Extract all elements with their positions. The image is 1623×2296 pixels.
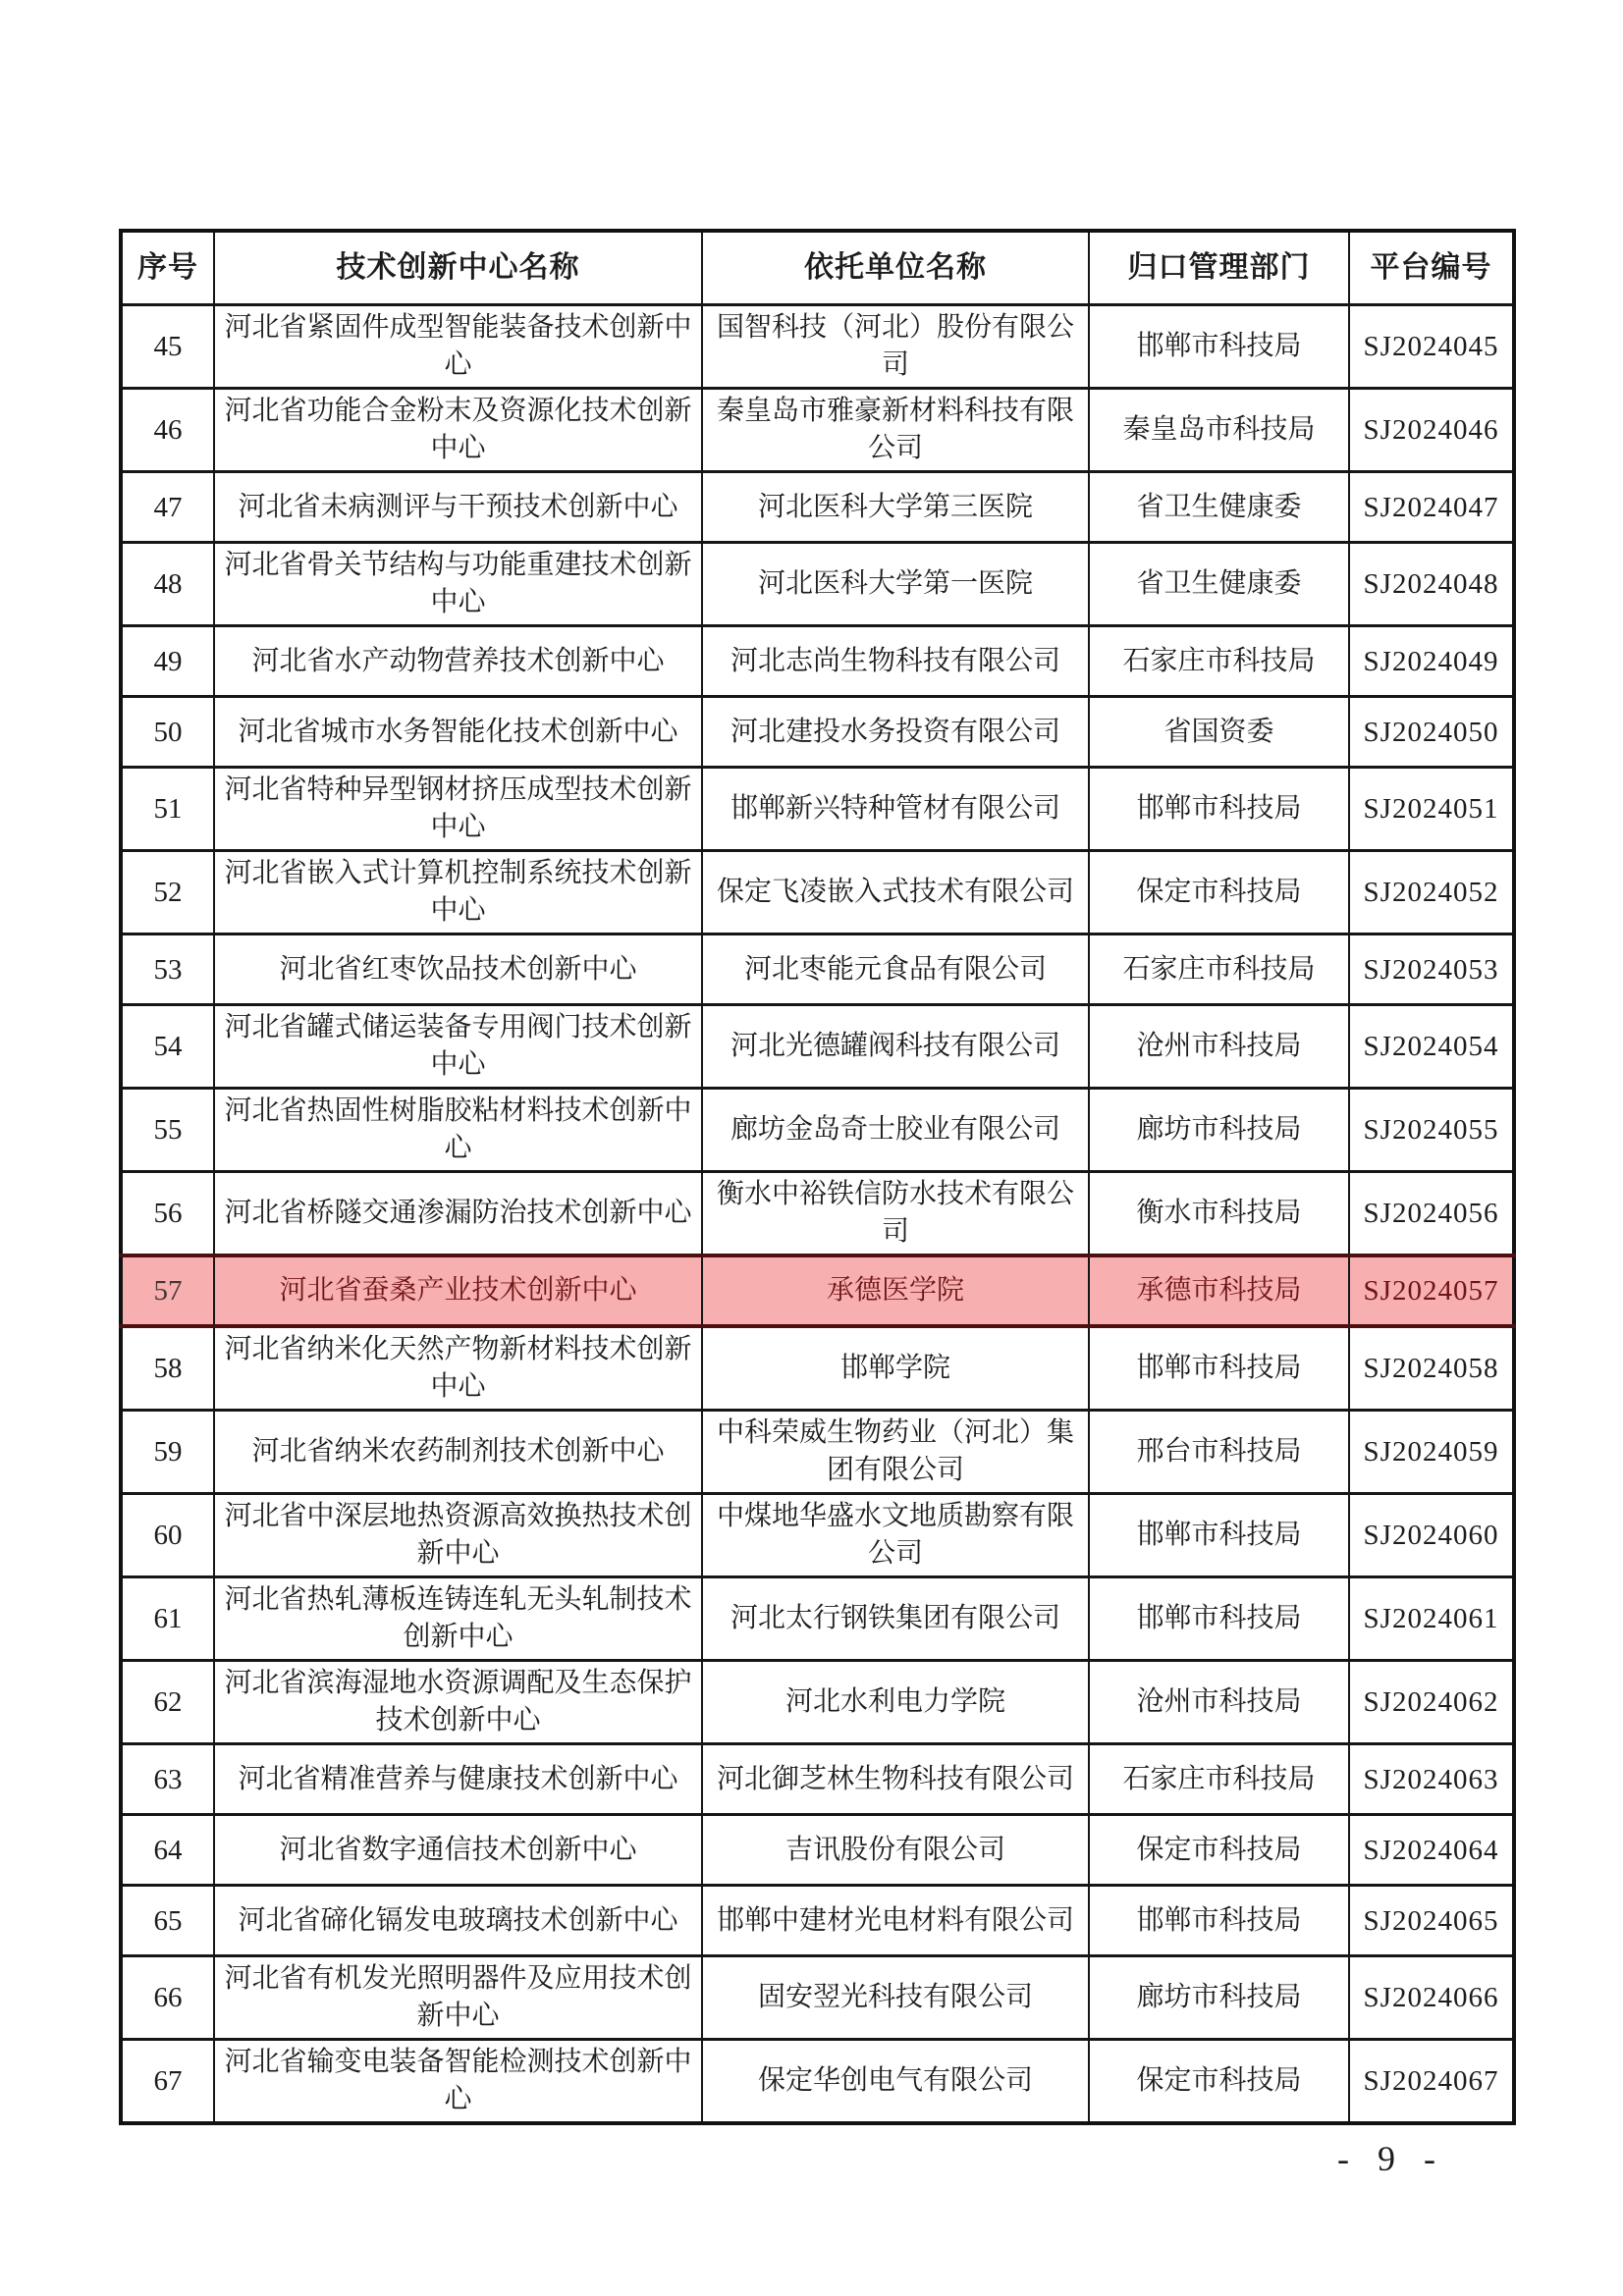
column-header-platform-code: 平台编号 bbox=[1349, 231, 1514, 305]
column-header-managing-dept: 归口管理部门 bbox=[1089, 231, 1349, 305]
column-header-center-name: 技术创新中心名称 bbox=[214, 231, 702, 305]
center-name-cell: 河北省特种异型钢材挤压成型技术创新中心 bbox=[214, 768, 702, 851]
center-name-cell: 河北省红枣饮品技术创新中心 bbox=[214, 934, 702, 1005]
platform-code-cell: SJ2024045 bbox=[1349, 305, 1514, 389]
table-row bbox=[121, 1255, 1514, 1326]
table-row bbox=[121, 851, 1514, 934]
platform-code-cell: SJ2024062 bbox=[1349, 1661, 1514, 1744]
row-no-cell: 46 bbox=[121, 389, 214, 472]
center-name-cell: 河北省输变电装备智能检测技术创新中心 bbox=[214, 2040, 702, 2124]
center-name-cell: 河北省水产动物营养技术创新中心 bbox=[214, 626, 702, 697]
supporting-org-cell: 秦皇岛市雅豪新材料科技有限公司 bbox=[702, 389, 1089, 472]
supporting-org-cell: 河北枣能元食品有限公司 bbox=[702, 934, 1089, 1005]
column-header-supporting-org: 依托单位名称 bbox=[702, 231, 1089, 305]
row-no-cell: 64 bbox=[121, 1815, 214, 1886]
platform-code-cell: SJ2024064 bbox=[1349, 1815, 1514, 1886]
innovation-centers-table bbox=[119, 229, 1516, 2125]
row-no-cell: 48 bbox=[121, 543, 214, 626]
managing-dept-cell: 秦皇岛市科技局 bbox=[1089, 389, 1349, 472]
row-no-cell: 53 bbox=[121, 934, 214, 1005]
supporting-org-cell: 中煤地华盛水文地质勘察有限公司 bbox=[702, 1494, 1089, 1577]
center-name-cell: 河北省数字通信技术创新中心 bbox=[214, 1815, 702, 1886]
center-name-cell: 河北省精准营养与健康技术创新中心 bbox=[214, 1744, 702, 1815]
center-name-cell: 河北省滨海湿地水资源调配及生态保护技术创新中心 bbox=[214, 1661, 702, 1744]
supporting-org-cell: 邯郸新兴特种管材有限公司 bbox=[702, 768, 1089, 851]
managing-dept-cell: 石家庄市科技局 bbox=[1089, 1744, 1349, 1815]
platform-code-cell: SJ2024056 bbox=[1349, 1172, 1514, 1256]
supporting-org-cell: 保定华创电气有限公司 bbox=[702, 2040, 1089, 2124]
center-name-cell: 河北省纳米农药制剂技术创新中心 bbox=[214, 1411, 702, 1494]
table-row bbox=[121, 697, 1514, 768]
supporting-org-cell: 河北御芝林生物科技有限公司 bbox=[702, 1744, 1089, 1815]
managing-dept-cell: 廊坊市科技局 bbox=[1089, 1089, 1349, 1172]
row-no-cell: 49 bbox=[121, 626, 214, 697]
center-name-cell: 河北省纳米化天然产物新材料技术创新中心 bbox=[214, 1326, 702, 1411]
row-no-cell: 58 bbox=[121, 1326, 214, 1411]
platform-code-cell: SJ2024053 bbox=[1349, 934, 1514, 1005]
managing-dept-cell: 石家庄市科技局 bbox=[1089, 934, 1349, 1005]
row-no-cell: 55 bbox=[121, 1089, 214, 1172]
managing-dept-cell: 邯郸市科技局 bbox=[1089, 768, 1349, 851]
center-name-cell: 河北省热轧薄板连铸连轧无头轧制技术创新中心 bbox=[214, 1577, 702, 1661]
platform-code-cell: SJ2024063 bbox=[1349, 1744, 1514, 1815]
table-row bbox=[121, 1815, 1514, 1886]
table-row bbox=[121, 305, 1514, 389]
managing-dept-cell: 保定市科技局 bbox=[1089, 851, 1349, 934]
center-name-cell: 河北省骨关节结构与功能重建技术创新中心 bbox=[214, 543, 702, 626]
table-row bbox=[121, 1005, 1514, 1089]
table-row bbox=[121, 1661, 1514, 1744]
page-number: - 9 - bbox=[1337, 2139, 1445, 2178]
table-row bbox=[121, 1886, 1514, 1956]
row-no-cell: 66 bbox=[121, 1956, 214, 2040]
center-name-cell: 河北省有机发光照明器件及应用技术创新中心 bbox=[214, 1956, 702, 2040]
supporting-org-cell: 河北光德罐阀科技有限公司 bbox=[702, 1005, 1089, 1089]
managing-dept-cell: 邯郸市科技局 bbox=[1089, 1886, 1349, 1956]
platform-code-cell: SJ2024067 bbox=[1349, 2040, 1514, 2124]
platform-code-cell: SJ2024048 bbox=[1349, 543, 1514, 626]
supporting-org-cell: 邯郸学院 bbox=[702, 1326, 1089, 1411]
managing-dept-cell: 省卫生健康委 bbox=[1089, 543, 1349, 626]
supporting-org-cell: 承德医学院 bbox=[702, 1255, 1089, 1326]
platform-code-cell: SJ2024047 bbox=[1349, 472, 1514, 543]
row-no-cell: 51 bbox=[121, 768, 214, 851]
supporting-org-cell: 河北建投水务投资有限公司 bbox=[702, 697, 1089, 768]
center-name-cell: 河北省功能合金粉末及资源化技术创新中心 bbox=[214, 389, 702, 472]
table-row bbox=[121, 1411, 1514, 1494]
managing-dept-cell: 邯郸市科技局 bbox=[1089, 1326, 1349, 1411]
center-name-cell: 河北省城市水务智能化技术创新中心 bbox=[214, 697, 702, 768]
table-row bbox=[121, 472, 1514, 543]
row-no-cell: 63 bbox=[121, 1744, 214, 1815]
table-row bbox=[121, 1326, 1514, 1411]
managing-dept-cell: 沧州市科技局 bbox=[1089, 1005, 1349, 1089]
row-no-cell: 67 bbox=[121, 2040, 214, 2124]
innovation-centers-table-wrap bbox=[119, 229, 1512, 2125]
column-header-serial-number: 序号 bbox=[121, 231, 214, 305]
supporting-org-cell: 河北医科大学第三医院 bbox=[702, 472, 1089, 543]
table-body bbox=[121, 305, 1514, 2124]
table-row bbox=[121, 2040, 1514, 2124]
row-no-cell: 45 bbox=[121, 305, 214, 389]
platform-code-cell: SJ2024065 bbox=[1349, 1886, 1514, 1956]
supporting-org-cell: 邯郸中建材光电材料有限公司 bbox=[702, 1886, 1089, 1956]
center-name-cell: 河北省未病测评与干预技术创新中心 bbox=[214, 472, 702, 543]
supporting-org-cell: 固安翌光科技有限公司 bbox=[702, 1956, 1089, 2040]
table-row bbox=[121, 1577, 1514, 1661]
platform-code-cell: SJ2024055 bbox=[1349, 1089, 1514, 1172]
supporting-org-cell: 河北志尚生物科技有限公司 bbox=[702, 626, 1089, 697]
managing-dept-cell: 省国资委 bbox=[1089, 697, 1349, 768]
table-row bbox=[121, 1172, 1514, 1256]
table-row bbox=[121, 626, 1514, 697]
row-no-cell: 59 bbox=[121, 1411, 214, 1494]
supporting-org-cell: 河北水利电力学院 bbox=[702, 1661, 1089, 1744]
row-no-cell: 60 bbox=[121, 1494, 214, 1577]
table-row bbox=[121, 934, 1514, 1005]
center-name-cell: 河北省罐式储运装备专用阀门技术创新中心 bbox=[214, 1005, 702, 1089]
managing-dept-cell: 廊坊市科技局 bbox=[1089, 1956, 1349, 2040]
table-row bbox=[121, 1956, 1514, 2040]
row-no-cell: 50 bbox=[121, 697, 214, 768]
managing-dept-cell: 邯郸市科技局 bbox=[1089, 1577, 1349, 1661]
center-name-cell: 河北省碲化镉发电玻璃技术创新中心 bbox=[214, 1886, 702, 1956]
row-no-cell: 62 bbox=[121, 1661, 214, 1744]
platform-code-cell: SJ2024057 bbox=[1349, 1255, 1514, 1326]
managing-dept-cell: 沧州市科技局 bbox=[1089, 1661, 1349, 1744]
table-row bbox=[121, 1494, 1514, 1577]
row-no-cell: 52 bbox=[121, 851, 214, 934]
row-no-cell: 47 bbox=[121, 472, 214, 543]
platform-code-cell: SJ2024051 bbox=[1349, 768, 1514, 851]
managing-dept-cell: 邢台市科技局 bbox=[1089, 1411, 1349, 1494]
table-row bbox=[121, 768, 1514, 851]
center-name-cell: 河北省桥隧交通渗漏防治技术创新中心 bbox=[214, 1172, 702, 1256]
center-name-cell: 河北省蚕桑产业技术创新中心 bbox=[214, 1255, 702, 1326]
center-name-cell: 河北省嵌入式计算机控制系统技术创新中心 bbox=[214, 851, 702, 934]
supporting-org-cell: 中科荣威生物药业（河北）集团有限公司 bbox=[702, 1411, 1089, 1494]
table-row bbox=[121, 1089, 1514, 1172]
platform-code-cell: SJ2024061 bbox=[1349, 1577, 1514, 1661]
supporting-org-cell: 衡水中裕铁信防水技术有限公司 bbox=[702, 1172, 1089, 1256]
center-name-cell: 河北省热固性树脂胶粘材料技术创新中心 bbox=[214, 1089, 702, 1172]
row-no-cell: 56 bbox=[121, 1172, 214, 1256]
platform-code-cell: SJ2024060 bbox=[1349, 1494, 1514, 1577]
managing-dept-cell: 衡水市科技局 bbox=[1089, 1172, 1349, 1256]
managing-dept-cell: 省卫生健康委 bbox=[1089, 472, 1349, 543]
platform-code-cell: SJ2024058 bbox=[1349, 1326, 1514, 1411]
platform-code-cell: SJ2024050 bbox=[1349, 697, 1514, 768]
managing-dept-cell: 石家庄市科技局 bbox=[1089, 626, 1349, 697]
platform-code-cell: SJ2024059 bbox=[1349, 1411, 1514, 1494]
row-no-cell: 54 bbox=[121, 1005, 214, 1089]
platform-code-cell: SJ2024049 bbox=[1349, 626, 1514, 697]
supporting-org-cell: 保定飞凌嵌入式技术有限公司 bbox=[702, 851, 1089, 934]
platform-code-cell: SJ2024066 bbox=[1349, 1956, 1514, 2040]
table-row bbox=[121, 1744, 1514, 1815]
supporting-org-cell: 国智科技（河北）股份有限公司 bbox=[702, 305, 1089, 389]
managing-dept-cell: 保定市科技局 bbox=[1089, 1815, 1349, 1886]
managing-dept-cell: 承德市科技局 bbox=[1089, 1255, 1349, 1326]
managing-dept-cell: 邯郸市科技局 bbox=[1089, 305, 1349, 389]
platform-code-cell: SJ2024054 bbox=[1349, 1005, 1514, 1089]
row-no-cell: 65 bbox=[121, 1886, 214, 1956]
table-row bbox=[121, 389, 1514, 472]
managing-dept-cell: 保定市科技局 bbox=[1089, 2040, 1349, 2124]
supporting-org-cell: 河北医科大学第一医院 bbox=[702, 543, 1089, 626]
platform-code-cell: SJ2024052 bbox=[1349, 851, 1514, 934]
row-no-cell: 61 bbox=[121, 1577, 214, 1661]
supporting-org-cell: 河北太行钢铁集团有限公司 bbox=[702, 1577, 1089, 1661]
center-name-cell: 河北省中深层地热资源高效换热技术创新中心 bbox=[214, 1494, 702, 1577]
supporting-org-cell: 吉讯股份有限公司 bbox=[702, 1815, 1089, 1886]
table-header-row bbox=[121, 231, 1514, 305]
managing-dept-cell: 邯郸市科技局 bbox=[1089, 1494, 1349, 1577]
table-row bbox=[121, 543, 1514, 626]
center-name-cell: 河北省紧固件成型智能装备技术创新中心 bbox=[214, 305, 702, 389]
row-no-cell: 57 bbox=[121, 1255, 214, 1326]
platform-code-cell: SJ2024046 bbox=[1349, 389, 1514, 472]
supporting-org-cell: 廊坊金岛奇士胶业有限公司 bbox=[702, 1089, 1089, 1172]
